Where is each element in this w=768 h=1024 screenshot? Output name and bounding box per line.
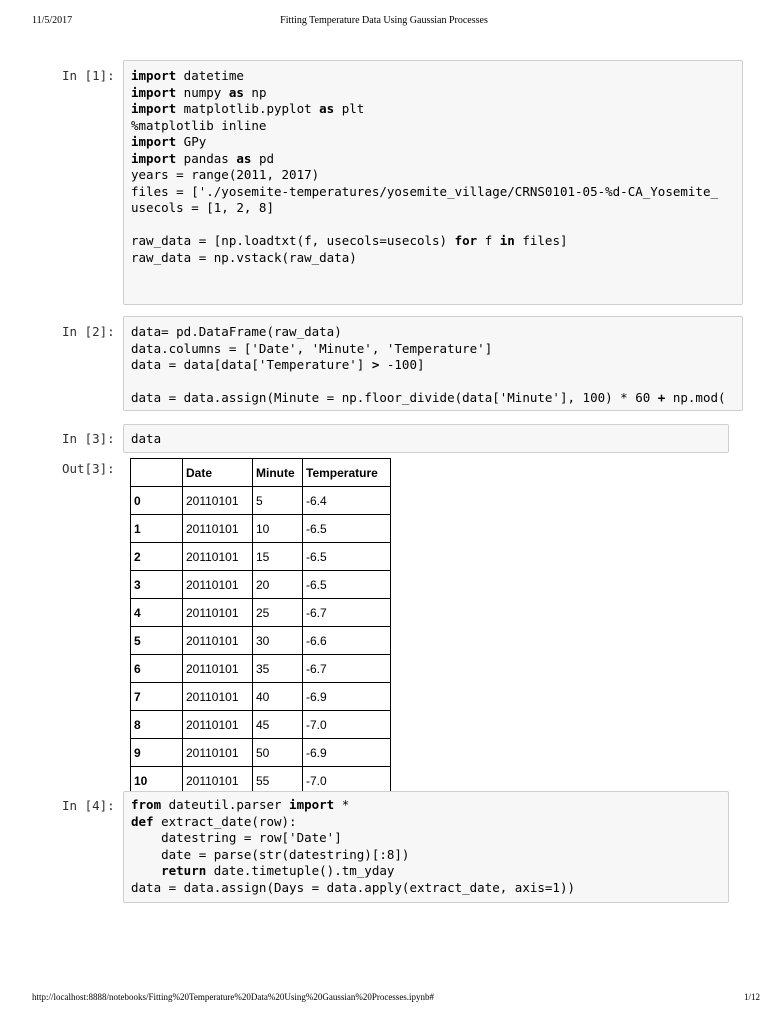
row-index: 5 xyxy=(131,627,183,655)
input-prompt: In [4]: xyxy=(62,798,115,813)
code-line xyxy=(131,374,742,391)
table-row xyxy=(131,599,391,627)
table-row xyxy=(131,487,391,515)
table-cell: 20110101 xyxy=(183,711,253,739)
code-line: years = range(2011, 2017) xyxy=(131,167,320,182)
table-row xyxy=(131,711,391,739)
table-cell: -6.7 xyxy=(303,599,391,627)
code-block xyxy=(124,61,742,266)
table-cell: 40 xyxy=(253,683,303,711)
output-area[interactable] xyxy=(123,458,403,788)
row-index: 4 xyxy=(131,599,183,627)
page-title: Fitting Temperature Data Using Gaussian Processes xyxy=(280,15,488,26)
code-line: data xyxy=(131,431,162,446)
code-line: import GPy xyxy=(131,134,207,149)
table-cell: 20110101 xyxy=(183,767,253,795)
code-line: data= pd.DataFrame(raw_data) xyxy=(131,324,342,339)
table-row xyxy=(131,543,391,571)
table-cell: 20110101 xyxy=(183,543,253,571)
column-header xyxy=(131,459,183,487)
table-cell: 20110101 xyxy=(183,683,253,711)
page-number: 1/12 xyxy=(743,992,760,1002)
row-index: 1 xyxy=(131,515,183,543)
table-body xyxy=(131,487,391,795)
table-cell: -6.5 xyxy=(303,571,391,599)
row-index: 2 xyxy=(131,543,183,571)
table-cell: -7.0 xyxy=(303,711,391,739)
code-line: raw_data = np.vstack(raw_data) xyxy=(131,249,357,265)
code-editor[interactable] xyxy=(123,791,729,903)
code-editor[interactable] xyxy=(123,60,743,305)
table-cell: -6.7 xyxy=(303,655,391,683)
row-index: 6 xyxy=(131,655,183,683)
table-cell: 20110101 xyxy=(183,627,253,655)
code-line: raw_data = [np.loadtxt(f, usecols=usecols) for f in files] xyxy=(131,233,568,248)
code-line: return date.timetuple().tm_yday xyxy=(161,863,395,878)
code-line: def extract_date(row): xyxy=(131,813,297,829)
table-cell: 20110101 xyxy=(183,599,253,627)
output-prompt: Out[3]: xyxy=(62,461,115,476)
row-index: 0 xyxy=(131,487,183,515)
code-line: import datetime xyxy=(131,68,244,83)
code-cell-4 xyxy=(0,791,768,903)
table-cell: 55 xyxy=(253,767,303,795)
table-cell: -6.9 xyxy=(303,683,391,711)
row-index: 9 xyxy=(131,739,183,767)
input-prompt: In [2]: xyxy=(62,324,115,339)
code-cell-3 xyxy=(0,424,768,788)
column-header: Temperature xyxy=(303,459,391,487)
table-row xyxy=(131,683,391,711)
code-line xyxy=(131,217,742,234)
dataframe-table xyxy=(130,458,391,795)
table-row xyxy=(131,655,391,683)
code-block xyxy=(124,792,728,896)
code-block xyxy=(124,317,742,407)
table-cell: 15 xyxy=(253,543,303,571)
code-line: date = parse(str(datestring)[:8]) xyxy=(131,846,410,862)
column-header: Date xyxy=(183,459,253,487)
table-cell: 10 xyxy=(253,515,303,543)
table-cell: -6.5 xyxy=(303,515,391,543)
table-cell: 5 xyxy=(253,487,303,515)
table-cell: 20110101 xyxy=(183,571,253,599)
row-index: 3 xyxy=(131,571,183,599)
table-row xyxy=(131,739,391,767)
code-line: data = data[data['Temperature'] > -100] xyxy=(131,357,425,372)
table-cell: -7.0 xyxy=(303,767,391,795)
table-cell: -6.9 xyxy=(303,739,391,767)
code-line: import matplotlib.pyplot as plt xyxy=(131,101,365,116)
code-editor[interactable] xyxy=(123,316,743,411)
code-line: import pandas as pd xyxy=(131,150,275,166)
row-index: 8 xyxy=(131,711,183,739)
code-cell-1 xyxy=(0,60,768,305)
row-index: 7 xyxy=(131,683,183,711)
row-index: 10 xyxy=(131,767,183,795)
table-row xyxy=(131,571,391,599)
table-cell: 20110101 xyxy=(183,739,253,767)
table-cell: 50 xyxy=(253,739,303,767)
code-editor[interactable] xyxy=(123,424,729,453)
table-cell: -6.4 xyxy=(303,487,391,515)
print-header xyxy=(0,15,768,31)
code-line: usecols = [1, 2, 8] xyxy=(131,200,274,215)
table-cell: 20110101 xyxy=(183,515,253,543)
input-prompt: In [3]: xyxy=(62,431,115,446)
print-date: 11/5/2017 xyxy=(32,15,73,26)
table-cell: 20110101 xyxy=(183,487,253,515)
input-prompt: In [1]: xyxy=(62,68,115,83)
code-cell-2 xyxy=(0,316,768,411)
table-cell: 45 xyxy=(253,711,303,739)
code-line: datestring = row['Date'] xyxy=(131,830,342,845)
table-cell: 30 xyxy=(253,627,303,655)
code-line: files = ['./yosemite-temperatures/yosemite_village/CRNS0101-05-%d-CA_Yosemite_ xyxy=(131,183,718,199)
table-row xyxy=(131,515,391,543)
table-cell: -6.5 xyxy=(303,543,391,571)
table-cell: 20110101 xyxy=(183,655,253,683)
print-footer xyxy=(0,992,768,1008)
page-url: http://localhost:8888/notebooks/Fitting%20Temperature%20Data%20Using%20Gaussian%20Processes.ipynb# xyxy=(32,992,435,1002)
code-line: data = data.assign(Days = data.apply(extract_date, axis=1)) xyxy=(131,879,576,895)
code-line: data.columns = ['Date', 'Minute', 'Temperature'] xyxy=(131,340,493,356)
column-header: Minute xyxy=(253,459,303,487)
table-header-row xyxy=(131,459,391,487)
table-row xyxy=(131,627,391,655)
code-line: from dateutil.parser import * xyxy=(131,797,350,812)
code-line: import numpy as np xyxy=(131,84,267,100)
table-cell: 25 xyxy=(253,599,303,627)
table-cell: 35 xyxy=(253,655,303,683)
code-line: data = data.assign(Minute = np.floor_divide(data['Minute'], 100) * 60 + np.mod( xyxy=(131,390,726,405)
table-cell: -6.6 xyxy=(303,627,391,655)
table-cell: 20 xyxy=(253,571,303,599)
code-line: %matplotlib inline xyxy=(131,117,267,133)
code-block xyxy=(124,425,728,448)
